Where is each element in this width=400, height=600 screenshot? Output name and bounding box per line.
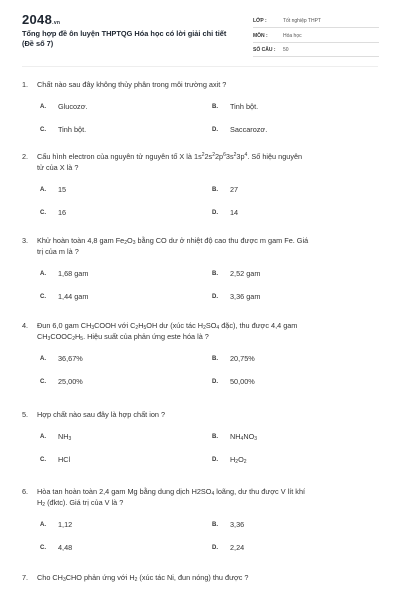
question-text-line: trị của m là ? [37, 246, 79, 256]
question-number: 1. [22, 80, 29, 89]
meta-row-subject [253, 30, 379, 43]
question-text-line: Cho $CH_3CHO$ phản ứng với $H_2$ (xúc tác Ni, đun nóng) thu được ? [37, 573, 249, 584]
question-number: 6. [22, 487, 29, 496]
option-text: 2,24 [230, 543, 245, 552]
header-divider [22, 66, 378, 67]
question-text [37, 487, 382, 508]
option-text: 1,12 [58, 520, 73, 529]
option-text: $NH_3$ [58, 432, 72, 443]
meta-row-count [253, 44, 379, 57]
option-letter: C. [40, 379, 46, 385]
option-text: $H_2O_2$ [230, 455, 247, 466]
option-letter: A. [40, 271, 46, 277]
option-text: 2,52 gam [230, 269, 261, 278]
option-letter: D. [212, 294, 218, 300]
option-letter: C. [40, 545, 46, 551]
option-letter: B. [212, 356, 218, 362]
option-letter: C. [40, 127, 46, 133]
option-letter: A. [40, 356, 46, 362]
option-text: 3,36 gam [230, 292, 261, 301]
option-text: 50,00% [230, 377, 255, 386]
question-number: 4. [22, 321, 29, 330]
option-letter: D. [212, 545, 218, 551]
option-text: 3,36 [230, 520, 245, 529]
option-text: Saccarozơ. [230, 125, 268, 134]
option-letter: D. [212, 457, 218, 463]
option-text: Tinh bột. [58, 125, 87, 134]
meta-label: LỚP : [253, 18, 267, 24]
option-letter: C. [40, 294, 46, 300]
option-text: 1,68 gam [58, 269, 89, 278]
option-letter: B. [212, 434, 218, 440]
meta-label: SỐ CÂU : [253, 47, 276, 53]
question-text [37, 152, 382, 173]
option-text: 1,44 gam [58, 292, 89, 301]
option-text: 4,48 [58, 543, 73, 552]
question-number: 7. [22, 573, 29, 582]
option-letter: C. [40, 457, 46, 463]
question-text-line: $CH_3COOC_2H_5$. Hiệu suất của phản ứng este hóa là ? [37, 331, 209, 342]
meta-value: Tốt nghiệp THPT [283, 18, 321, 24]
option-letter: B. [212, 104, 218, 110]
option-letter: A. [40, 434, 46, 440]
option-text: 36,67% [58, 354, 83, 363]
option-letter: B. [212, 187, 218, 193]
question-text-line: Cấu hình electron của nguyên tử nguyên tố X là $1s^22s^22p^63s^23p^4$. Số hiệu nguyên [37, 152, 303, 161]
option-letter: D. [212, 210, 218, 216]
question-text-line: Đun 6,0 gam $CH_3COOH$ với $C_2H_5OH$ dư (xúc tác $H_2SO_4$ đặc), thu được 4,4 gam [37, 321, 298, 332]
option-text: 25,00% [58, 377, 83, 386]
option-letter: B. [212, 522, 218, 528]
option-letter: A. [40, 522, 46, 528]
exam-title: Tổng hợp đề ôn luyện THPTQG Hóa học có lời giải chi tiết (Đề số 7) [22, 29, 227, 48]
question-text-line: tử của X là ? [37, 162, 79, 172]
meta-label: MÔN : [253, 33, 268, 39]
option-text: $NH_4NO_3$ [230, 432, 258, 443]
option-letter: D. [212, 127, 218, 133]
option-text: 27 [230, 185, 239, 194]
option-text: 16 [58, 208, 67, 217]
meta-value: Hóa học [283, 33, 302, 39]
question-text [37, 321, 382, 342]
question-text-line: Khử hoàn toàn 4,8 gam $Fe_2O_3$ bằng CO dư ở nhiệt độ cao thu được m gam Fe. Giá [37, 236, 309, 247]
option-text: 14 [230, 208, 239, 217]
option-letter: C. [40, 210, 46, 216]
question-number: 5. [22, 410, 29, 419]
question-text-line: $H_2$ (đktc). Giá trị của V là ? [37, 497, 124, 508]
option-text: 20,75% [230, 354, 255, 363]
question-text-line: Hòa tan hoàn toàn 2,4 gam Mg bằng dung dịch $H2SO_4$ loãng, dư thu được V lít khí [37, 487, 306, 498]
brand-name: 2048 [22, 12, 53, 27]
question-text-line: Chất nào sau đây không thủy phân trong môi trường axit ? [37, 80, 227, 89]
option-text: Tinh bột. [230, 102, 259, 111]
question-text [37, 573, 382, 584]
option-letter: D. [212, 379, 218, 385]
option-letter: A. [40, 104, 46, 110]
option-text: Glucozơ. [58, 102, 88, 111]
question-text [37, 410, 382, 421]
option-text: 15 [58, 185, 67, 194]
question-number: 2. [22, 152, 29, 161]
option-text: HCl [58, 455, 71, 464]
brand-suffix: .vn [52, 20, 61, 26]
option-letter: A. [40, 187, 46, 193]
question-text [37, 236, 382, 257]
brand-logo[interactable] [22, 12, 60, 27]
question-number: 3. [22, 236, 29, 245]
question-text [37, 80, 382, 91]
meta-row-class [253, 15, 379, 28]
question-text-line: Hợp chất nào sau đây là hợp chất ion ? [37, 410, 166, 419]
meta-value: 50 [283, 47, 289, 53]
option-letter: B. [212, 271, 218, 277]
